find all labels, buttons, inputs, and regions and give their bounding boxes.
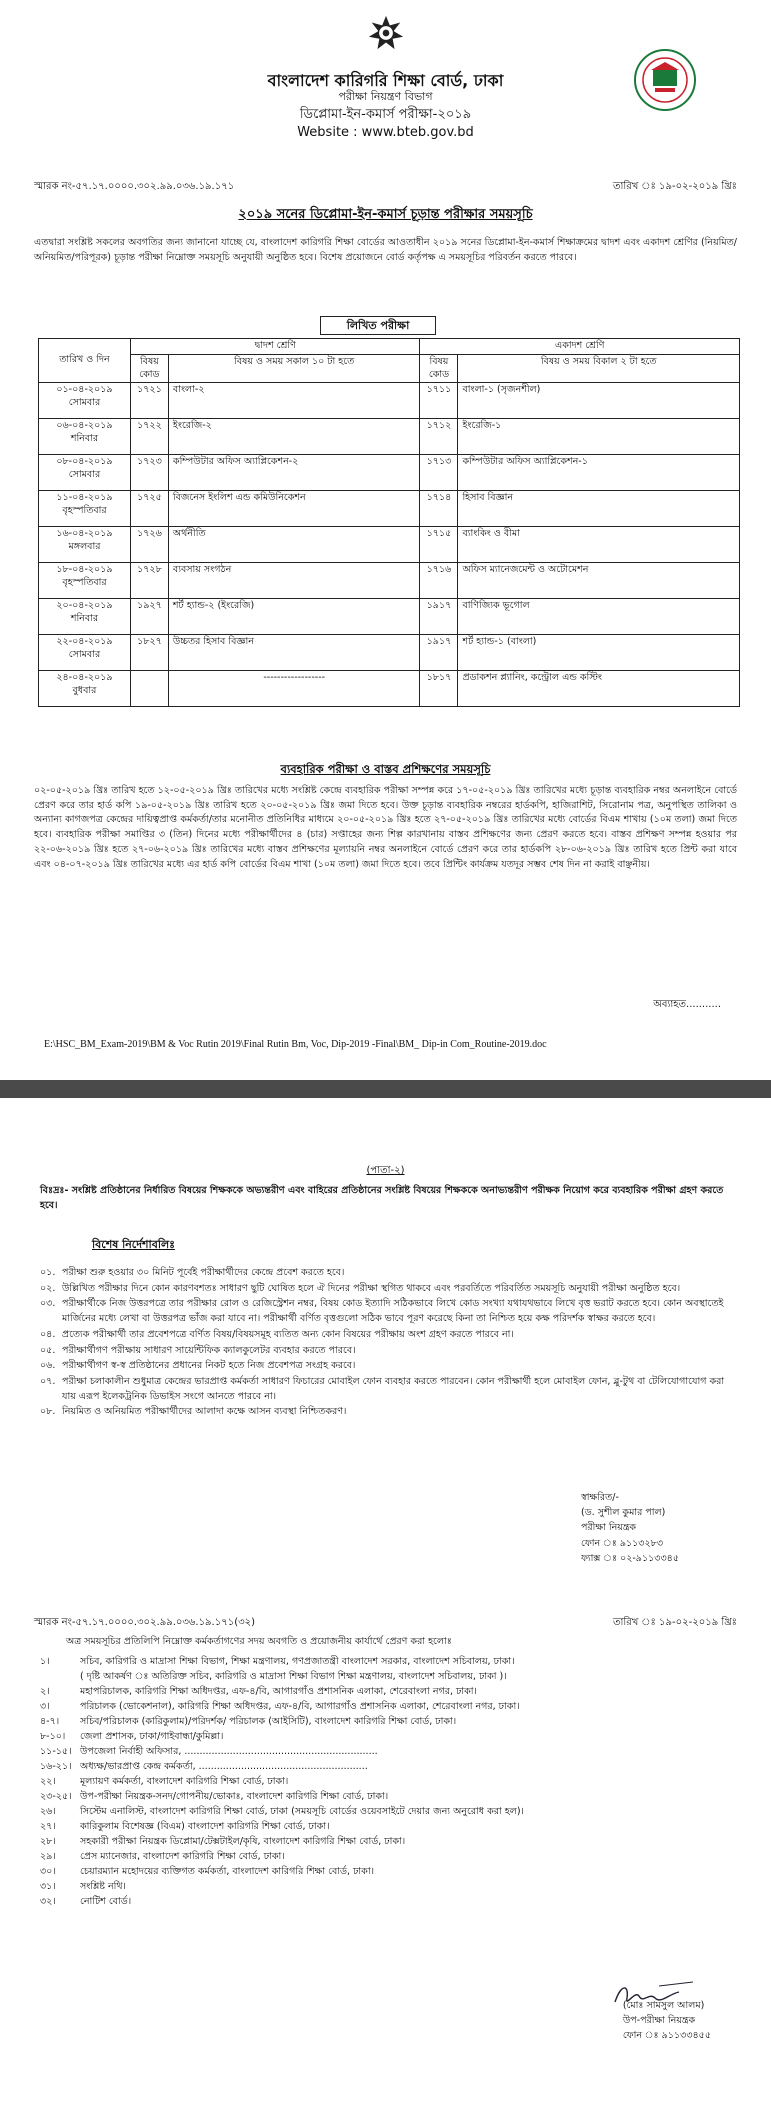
signer-fax: ফ্যাক্স ঃ ০২-৯১১৩৩৪৫: [580, 1552, 679, 1564]
code-11-cell: ১৭১১: [420, 383, 458, 419]
list-item: [40, 1375, 731, 1404]
item-number: ০২.: [40, 1282, 56, 1294]
date-text: ১৬-০৪-২০১৯: [56, 528, 113, 540]
subject-12-cell: বাংলা-২: [168, 383, 420, 419]
day-text: বৃহস্পতিবার: [62, 505, 107, 517]
date-cell: [39, 419, 131, 455]
distribution-intro: অত্র সময়সূচির প্রতিলিপি নিম্নোক্ত কর্মকর্তাগণের সদয় অবগতি ও প্রয়োজনীয় কার্যার্থে প্রেরণ করা হলোঃ: [66, 1636, 452, 1647]
header-date-day: তারিখ ও দিন: [39, 339, 131, 383]
list-item: [40, 1879, 731, 1894]
list-item: [40, 1405, 731, 1420]
letterhead: [34, 0, 737, 140]
list-item: [40, 1328, 731, 1343]
code-11-cell: ১৭১২: [420, 419, 458, 455]
code-11-cell: ১৯১৭: [420, 635, 458, 671]
item-text: সিস্টেম এনালিস্ট, বাংলাদেশ কারিগরি শিক্ষা বোর্ড, ঢাকা (সময়সূচি বোর্ডের ওয়েবসাইটে দেয়ার জন্য অনুরোধ করা হল)।: [80, 1806, 524, 1817]
table-row: [39, 491, 740, 527]
subject-12-cell: উচ্চতর হিসাব বিজ্ঞান: [168, 635, 420, 671]
list-item: [40, 1359, 731, 1374]
subject-11-cell: ব্যাংকিং ও বীমা: [458, 527, 740, 563]
subject-11-cell: ইংরেজি-১: [458, 419, 740, 455]
code-12-cell: ১৭২৫: [130, 491, 168, 527]
item-number: ৩০।: [40, 1866, 56, 1877]
subject-12-cell: বিজনেস ইংলিশ এন্ড কমিউনিকেশন: [168, 491, 420, 527]
table-row: [39, 635, 740, 671]
item-number: ৩২।: [40, 1896, 56, 1907]
signer-title: পরীক্ষা নিয়ন্ত্রক: [580, 1522, 637, 1534]
item-text: পরিচালক (ভোকেশনাল), কারিগরি শিক্ষা অধিদপ্তর, এফ-৪/বি, আগারগাঁও প্রশাসনিক এলাকা, শেরেবাংলা নগর, ঢাকা।: [80, 1701, 520, 1712]
code-11-cell: ১৭১৫: [420, 527, 458, 563]
item-text: ( দৃষ্টি আকর্ষণ ঃ অতিরিক্ত সচিব, কারিগরি ও মাদ্রাসা শিক্ষা বিভাগ শিক্ষা মন্ত্রণালয়, বাংলাদেশ সচিবালয়, ঢাকা )।: [80, 1671, 507, 1682]
memo-number-2: স্মারক নং-৫৭.১৭.০০০০.৩০২.৯৯.০৩৬.১৯.১৭১(৩২): [34, 1617, 256, 1628]
date-text: ১৮-০৪-২০১৯: [56, 564, 113, 576]
table-row: [39, 563, 740, 599]
item-text: নিয়মিত ও অনিয়মিত পরীক্ষার্থীদের আলাদা কক্ষে আসন ব্যবস্থা নিশ্চিতকরণ।: [62, 1406, 347, 1418]
date-text: ০৮-০৪-২০১৯: [56, 456, 113, 468]
list-item: [40, 1834, 731, 1849]
item-number: ২৮।: [40, 1836, 56, 1847]
item-text: মহাপরিচালক, কারিগরি শিক্ষা অধিদপ্তর, এফ-৪/বি, আগারগাঁও প্রশাসনিক এলাকা, শেরেবাংলা নগর, ঢাকা।: [80, 1686, 477, 1697]
list-item: [40, 1282, 731, 1297]
day-text: সোমবার: [68, 469, 101, 481]
day-text: বুধবার: [72, 685, 97, 697]
code-12-cell: ১৯২৭: [130, 599, 168, 635]
item-text: উপ-পরীক্ষা নিয়ন্ত্রক-সনদ/গোপনীয়/ভোকাঃ, বাংলাদেশ কারিগরি শিক্ষা বোর্ড, ঢাকা।: [80, 1791, 389, 1802]
subject-12-cell: শর্ট হ্যান্ড-২ (ইংরেজি): [168, 599, 420, 635]
header-class-12: দ্বাদশ শ্রেণি: [130, 339, 420, 355]
list-item: [40, 1894, 731, 1909]
list-item: [40, 1669, 731, 1684]
date-text: ২০-০৪-২০১৯: [56, 600, 113, 612]
memo-date-2: তারিখ ঃ ১৯-০২-২০১৯ খ্রিঃ: [613, 1617, 737, 1628]
date-text: ০১-০৪-২০১৯: [56, 384, 113, 396]
item-number: [40, 1669, 80, 1684]
subject-12-cell: ব্যবসায় সংগঠন: [168, 563, 420, 599]
header-subject-11: বিষয় ও সময় বিকাল ২ টা হতে: [458, 354, 740, 383]
page-separator: [0, 1080, 771, 1098]
instructions-list: [40, 1266, 731, 1421]
date-cell: [39, 671, 131, 707]
item-number: ০৬.: [40, 1360, 56, 1372]
website-text: Website : www.bteb.gov.bd: [297, 125, 474, 140]
item-text: পরীক্ষা চলাকালীন শুধুমাত্র কেন্দ্রের ভারপ্রাপ্ত কর্মকর্তা সাধারণ ফিচারের মোবাইল ফোন ব্যবহার করতে পারবেন। কোন পরীক্ষার্থী হলে মোবাইল ফোন, ব্লু-টুথ বা টেলিযোগাযোগ করা যায় এরূপ ইলেকট্রনিক ডিভাইস সংগে আনতে পারবে না।: [62, 1376, 725, 1402]
date-cell: [39, 455, 131, 491]
document-page-2: [0, 1098, 771, 2116]
date-cell: [39, 383, 131, 419]
item-text: জেলা প্রশাসক, ঢাকা/গাইবান্ধা/কুমিল্লা।: [80, 1731, 224, 1742]
list-item: [40, 1266, 731, 1281]
item-text: পরীক্ষার্থীকে নিজ উত্তরপত্রে তার পরীক্ষার রোল ও রেজিস্ট্রেশন নম্বর, বিষয় কোড ইত্যাদি সঠিকভাবে লিখে কোড সংখ্যা যথাযথভাবে লিখে বৃত্ত ভরাট করতে হবে। কোন অবস্থাতেই মার্জিনের মধ্যে লেখা বা উত্তরপত্র ভাঁজ করা যাবে না। পরীক্ষার্থী বর্ণিত বৃত্তগুলো সঠিক ভাবে পূরণ করেছে কিনা তা নিশ্চিত হয়ে কক্ষ পরিদর্শক স্বাক্ষর করতে হবে।: [62, 1298, 724, 1325]
item-text: প্রেস ম্যানেজার, বাংলাদেশ কারিগরি শিক্ষা বোর্ড, ঢাকা।: [80, 1851, 285, 1862]
header-subject-12: বিষয় ও সময় সকাল ১০ টা হতে: [168, 354, 420, 383]
list-item: [40, 1714, 731, 1729]
subject-11-cell: হিসাব বিজ্ঞান: [458, 491, 740, 527]
list-item: [40, 1729, 731, 1744]
subject-11-cell: প্রডাকশন প্ল্যানিং, কন্ট্রোল এন্ড কস্টিং: [458, 671, 740, 707]
item-number: ২৭।: [40, 1821, 56, 1832]
deputy-name: (মোঃ সামসুল আলম): [622, 2000, 705, 2011]
item-number: ২৬।: [40, 1806, 56, 1817]
item-text: প্রত্যেক পরীক্ষার্থী তার প্রবেশপত্রে বর্ণিত বিষয়/বিষয়সমূহ ব্যতিত অন্য কোন বিষয়ের পরীক্ষায় অংশ গ্রহণ করতে পারবে না।: [62, 1328, 514, 1340]
item-text: নোটিশ বোর্ড।: [80, 1896, 132, 1907]
item-number: ৩১।: [40, 1881, 56, 1892]
day-text: শনিবার: [70, 613, 99, 625]
page-number: (পাতা-২): [366, 1165, 405, 1176]
code-11-cell: ১৯১৭: [420, 599, 458, 635]
table-row: [39, 527, 740, 563]
memo-date: তারিখ ঃ ১৯-০২-২০১৯ খ্রিঃ: [613, 181, 737, 192]
government-emblem-icon: [367, 14, 405, 52]
department-title: পরীক্ষা নিয়ন্ত্রণ বিভাগ: [338, 90, 433, 103]
item-text: উল্লিখিত পরীক্ষার দিনে কোন কারণবশতঃ সাধারণ ছুটি ঘোষিত হলে ঐ দিনের পরীক্ষা স্থগিত থাকবে এবং পরবর্তিতে পরিবর্তিত সময়সূচি অনুযায়ী পরীক্ষা অনুষ্ঠিত হবে।: [62, 1282, 681, 1294]
item-number: ০৪.: [40, 1328, 56, 1340]
item-number: ২২।: [40, 1776, 56, 1787]
day-text: শনিবার: [70, 433, 99, 445]
signed-text: স্বাক্ষরিত/-: [580, 1492, 619, 1503]
date-cell: [39, 635, 131, 671]
list-item: [40, 1789, 731, 1804]
list-item: [40, 1819, 731, 1834]
continued-text: অব্যাহত...........: [653, 999, 721, 1010]
header-code-12: বিষয় কোড: [130, 354, 168, 383]
code-11-cell: ১৭১৩: [420, 455, 458, 491]
intro-paragraph: এতদ্বারা সংশ্লিষ্ট সকলের অবগতির জন্য জানানো যাচ্ছে যে, বাংলাদেশ কারিগরি শিক্ষা বোর্ডের আওতাধীন ২০১৯ সনের ডিপ্লোমা-ইন-কমার্স শিক্ষাক্রমের দ্বাদশ এবং একাদশ শ্রেণির (নিয়মিত/অনিয়মিত/পরিপূরক) চূড়ান্ত পরীক্ষা নিম্নোক্ত সময়সূচি অনুযায়ী অনুষ্ঠিত হবে। বিশেষ প্রয়োজনে বোর্ড কর্তৃপক্ষ এ সময়সূচির পরিবর্তন করতে পারবে।: [34, 237, 737, 263]
date-cell: [39, 491, 131, 527]
list-item: [40, 1864, 731, 1879]
item-number: ২৯।: [40, 1851, 56, 1862]
memo-number: স্মারক নং-৫৭.১৭.০০০০.৩০২.৯৯.০৩৬.১৯.১৭১: [34, 181, 235, 192]
signer-name: (ড. সুশীল কুমার পাল): [580, 1507, 666, 1519]
item-text: পরীক্ষার্থীগণ পরীক্ষায় সাধারণ সায়েন্টিফিক ক্যালকুলেটর ব্যবহার করতে পারবে।: [62, 1344, 356, 1356]
item-number: ৮-১০।: [40, 1731, 66, 1742]
subject-11-cell: শর্ট হ্যান্ড-১ (বাংলা): [458, 635, 740, 671]
practical-title: ব্যবহারিক পরীক্ষা ও বাস্তব প্রশিক্ষণের সময়সূচি: [280, 762, 491, 776]
item-number: ০৫.: [40, 1344, 56, 1356]
subject-12-cell: কম্পিউটার অফিস অ্যাপ্লিকেশন-২: [168, 455, 420, 491]
date-text: ২২-০৪-২০১৯: [56, 636, 113, 648]
deputy-phone: ফোন ঃ ৯১১৩৩৪৫৫: [622, 2030, 711, 2042]
subject-11-cell: বাংলা-১ (সৃজনশীল): [458, 383, 740, 419]
list-item: [40, 1699, 731, 1714]
date-text: ১১-০৪-২০১৯: [56, 492, 113, 504]
reference-row-2: [34, 1616, 737, 1630]
list-item: [40, 1297, 731, 1326]
day-text: মঙ্গলবার: [68, 541, 101, 553]
note-paragraph: বিঃদ্রঃ- সংশ্লিষ্ট প্রতিষ্ঠানের নির্ধারিত বিষয়ের শিক্ষককে অভ্যন্তরীণ এবং বাহিরের প্রতিষ্ঠানের সংশ্লিষ্ট বিষয়ের শিক্ষককে অনাভ্যন্তরীণ পরীক্ষক নিয়োগ করে ব্যবহারিক পরীক্ষা গ্রহণ করতে হবে।: [40, 1185, 724, 1211]
table-row: [39, 599, 740, 635]
code-12-cell: ১৭২২: [130, 419, 168, 455]
header-class-11: একাদশ শ্রেণি: [420, 339, 740, 355]
table-row: [39, 383, 740, 419]
item-text: অধ্যক্ষ/ভারপ্রাপ্ত কেন্দ্র কর্মকর্তা, ........................................................: [80, 1761, 368, 1772]
item-number: ০৭.: [40, 1376, 56, 1388]
date-cell: [39, 563, 131, 599]
code-12-cell: ১৭২৮: [130, 563, 168, 599]
subject-11-cell: কম্পিউটার অফিস অ্যাপ্লিকেশন-১: [458, 455, 740, 491]
subject-11-cell: বাণিজ্যিক ভূগোল: [458, 599, 740, 635]
code-12-cell: ১৭২৬: [130, 527, 168, 563]
code-12-cell: ১৮২৭: [130, 635, 168, 671]
item-number: ২৩-২৫।: [40, 1791, 72, 1802]
item-number: ২।: [40, 1686, 50, 1697]
item-number: ৪-৭।: [40, 1716, 60, 1727]
list-item: [40, 1744, 731, 1759]
list-item: [40, 1344, 731, 1359]
date-text: ২৪-০৪-২০১৯: [56, 672, 113, 684]
subject-12-cell: ------------------: [168, 671, 420, 707]
written-exam-label: লিখিত পরীক্ষা: [320, 316, 436, 335]
code-11-cell: ১৭১৬: [420, 563, 458, 599]
signer-phone: ফোন ঃ ৯১১৩২৮৩: [580, 1537, 664, 1549]
special-instructions-title: বিশেষ নির্দেশাবলিঃ: [92, 1238, 176, 1251]
item-text: সহকারী পরীক্ষা নিয়ন্ত্রক ডিপ্লোমা/টেক্সটাইল/কৃষি, বাংলাদেশ কারিগরি শিক্ষা বোর্ড, ঢাকা।: [80, 1836, 406, 1847]
item-number: ০৮.: [40, 1406, 56, 1418]
list-item: [40, 1684, 731, 1699]
item-text: মূল্যায়ণ কর্মকর্তা, বাংলাদেশ কারিগরি শিক্ষা বোর্ড, ঢাকা।: [80, 1776, 289, 1787]
item-number: ১১-১৫।: [40, 1746, 72, 1757]
signature-block-deputy: [623, 1998, 711, 2044]
item-text: কারিকুলাম বিশেষজ্ঞ (বিএম) বাংলাদেশ কারিগরি শিক্ষা বোর্ড, ঢাকা।: [80, 1821, 330, 1832]
day-text: সোমবার: [68, 649, 101, 661]
item-number: ০৩.: [40, 1298, 56, 1310]
item-text: চেয়ারম্যান মহোদয়ের ব্যক্তিগত কর্মকর্তা, বাংলাদেশ কারিগরি শিক্ষা বোর্ড, ঢাকা।: [80, 1866, 374, 1877]
list-item: [40, 1804, 731, 1819]
item-text: সচিব/পরিচালক (কারিকুলাম)/পরিদর্শক/ পরিচালক (আইসিটি), বাংলাদেশ কারিগরি শিক্ষা বোর্ড, ঢাকা।: [80, 1716, 457, 1727]
item-number: ০১.: [40, 1267, 56, 1278]
subject-12-cell: অর্থনীতি: [168, 527, 420, 563]
subject-11-cell: অফিস ম্যানেজমেন্ট ও অটোমেশন: [458, 563, 740, 599]
code-12-cell: ১৭২১: [130, 383, 168, 419]
date-cell: [39, 599, 131, 635]
exam-title: ডিপ্লোমা-ইন-কমার্স পরীক্ষা-২০১৯: [299, 107, 472, 122]
distribution-list: [40, 1654, 731, 1909]
item-text: পরীক্ষা শুরু হওয়ার ৩০ মিনিট পূর্বেই পরীক্ষার্থীদের কেন্দ্রে প্রবেশ করতে হবে।: [62, 1267, 345, 1278]
item-text: সংশ্লিষ্ট নথি।: [80, 1881, 126, 1892]
item-number: ১৬-২১।: [40, 1761, 72, 1772]
code-12-cell: ১৭২৩: [130, 455, 168, 491]
reference-row: [34, 180, 737, 194]
subject-12-cell: ইংরেজি-২: [168, 419, 420, 455]
item-text: সচিব, কারিগরি ও মাদ্রাসা শিক্ষা বিভাগ, শিক্ষা মন্ত্রণালয়, গণপ্রজাতন্ত্রী বাংলাদেশ সরকার, বাংলাদেশ সচিবালয়, ঢাকা।: [80, 1656, 515, 1667]
signature-block-controller: [581, 1490, 679, 1566]
table-row: [39, 419, 740, 455]
code-12-cell: [130, 671, 168, 707]
file-path: E:\HSC_BM_Exam-2019\BM & Voc Rutin 2019\Final Rutin Bm, Voc, Dip-2019 -Final\BM_ Dip-in Com_Routine-2019.doc: [44, 1039, 547, 1050]
list-item: [40, 1774, 731, 1789]
item-text: উপজেলা নির্বাহী অফিসার, ................................................................: [80, 1746, 378, 1757]
item-text: পরীক্ষার্থীগণ স্ব-স্ব প্রতিষ্ঠানের প্রধানের নিকট হতে নিজ প্রবেশপত্র সংগ্রহ করবে।: [62, 1360, 356, 1372]
board-title: বাংলাদেশ কারিগরি শিক্ষা বোর্ড, ঢাকা: [267, 71, 504, 90]
page-title: ২০১৯ সনের ডিপ্লোমা-ইন-কমার্স চূড়ান্ত পরীক্ষার সময়সূচি: [238, 207, 533, 222]
day-text: বৃহস্পতিবার: [62, 577, 107, 589]
item-number: ১।: [40, 1656, 50, 1667]
list-item: [40, 1759, 731, 1774]
code-11-cell: ১৮১৭: [420, 671, 458, 707]
practical-paragraph: ০২-০৫-২০১৯ খ্রিঃ তারিখ হতে ১২-০৫-২০১৯ খ্রিঃ তারিখের মধ্যে সংশ্লিষ্ট কেন্দ্রে ব্যবহারিক পরীক্ষা সম্পন্ন করে ১৭-০৫-২০১৯ খ্রিঃ তারিখের মধ্যে চূড়ান্ত ব্যবহারিক নম্বর অনলাইনে বোর্ডে প্রেরণ করে তার হার্ড কপি ১৯-০৫-২০১৯ খ্রিঃ তারিখ হতে ২০-০৫-২০১৯ খ্রিঃ জমা দিতে হবে। উক্ত চূড়ান্ত ব্যবহারিক নম্বরের হার্ডকপি, হাজিরাশিট, সিরোনাম পত্র, অনুপস্থিত তালিকা ও অন্যান্য কাগজপত্র কেন্দ্রের দায়িত্বপ্রাপ্ত কর্মকর্তা/তার মনোনীত প্রতিনিধির মাধ্যমে ২০-০৫-২০১৯ খ্রিঃ হতে ২৭-০৫-২০১৯ খ্রিঃ তারিখের মধ্যে বোর্ডের বিএম শাখায় (১০ম তলা) জমা দিতে হবে। ব্যবহারিক পরীক্ষা সমাপ্তির ৩ (তিন) দিনের মধ্যে পরীক্ষার্থীদের ৪ (চার) সপ্তাহের জন্য শিল্প কারখানায় বাস্তব প্রশিক্ষণের জন্য প্রেরণ করতে হবে। বাস্তব প্রশিক্ষণ সম্পন্ন হওয়ার পর ২২-০৬-২০১৯ খ্রিঃ হতে ২৭-০৬-২০১৯ খ্রিঃ তারিখের মধ্যে বাস্তব প্রশিক্ষণের মূল্যায়নি নম্বর অনলাইনে বোর্ডে প্রেরণ করে তার হার্ডকপি ২৮-০৬-২০১৯ খ্রিঃ তারিখ হতে প্রিন্ট করা যাবে এবং ০৪-০৭-২০১৯ খ্রিঃ তারিখের মধ্যে এর হার্ড কপি বোর্ডের বিএম শাখা (১০ম তলা) জমা দিতে হবে। তবে প্রিন্টিং কার্যক্রম যতদূর সম্ভব শেষ দিন না করাই বাঞ্ছনীয়।: [34, 785, 737, 870]
date-text: ০৬-০৪-২০১৯: [56, 420, 113, 432]
list-item: [40, 1849, 731, 1864]
exam-schedule-table: [38, 338, 740, 707]
table-row: [39, 455, 740, 491]
code-11-cell: ১৭১৪: [420, 491, 458, 527]
header-code-11: বিষয় কোড: [420, 354, 458, 383]
day-text: সোমবার: [68, 397, 101, 409]
list-item: [40, 1654, 731, 1669]
table-row: [39, 671, 740, 707]
item-number: ৩।: [40, 1701, 50, 1712]
date-cell: [39, 527, 131, 563]
deputy-title: উপ-পরীক্ষা নিয়ন্ত্রক: [622, 2015, 696, 2027]
